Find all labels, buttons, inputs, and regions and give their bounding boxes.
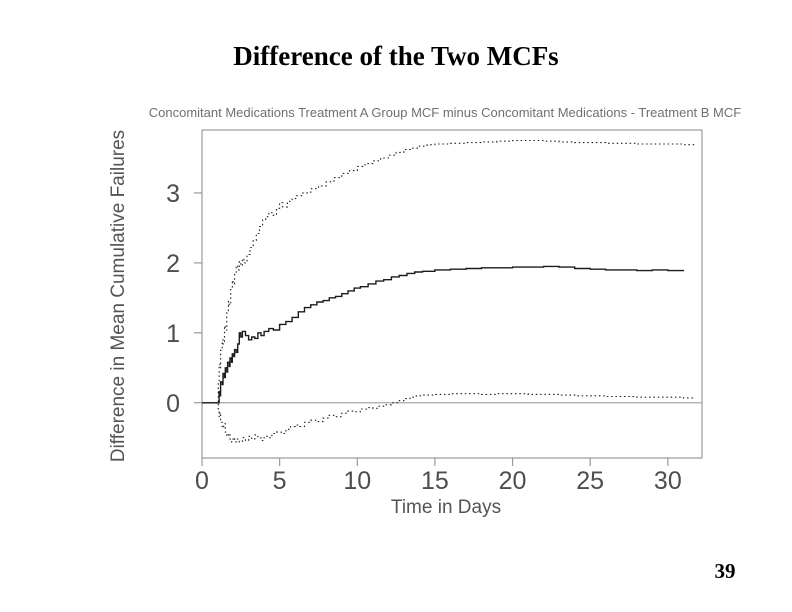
x-tick-label: 10 bbox=[343, 467, 372, 495]
series-mcf-difference-estimate bbox=[202, 266, 683, 402]
mcf-difference-chart bbox=[100, 95, 760, 525]
x-tick-label: 15 bbox=[421, 467, 449, 495]
series-lower-confidence-limit bbox=[202, 394, 696, 442]
plot-frame bbox=[202, 130, 702, 458]
y-axis-label: Difference in Mean Cumulative Failures bbox=[108, 129, 129, 463]
x-tick-label: 20 bbox=[498, 467, 527, 495]
slide-title: Difference of the Two MCFs bbox=[233, 41, 559, 71]
chart-subtitle: Concomitant Medications Treatment A Group MCF minus Concomitant Medications - Treatment B MCF bbox=[148, 105, 742, 120]
y-tick-label: 2 bbox=[166, 249, 180, 278]
x-tick-label: 30 bbox=[653, 467, 682, 495]
x-axis-label: Time in Days bbox=[390, 497, 502, 518]
x-tick-label: 5 bbox=[272, 467, 287, 495]
y-tick-label: 0 bbox=[166, 389, 180, 418]
plot-area bbox=[166, 141, 702, 496]
y-tick-label: 1 bbox=[166, 319, 180, 348]
x-tick-label: 0 bbox=[195, 467, 209, 495]
series-upper-confidence-limit bbox=[202, 141, 696, 403]
y-tick-label: 3 bbox=[166, 179, 180, 208]
x-tick-label: 25 bbox=[576, 467, 605, 495]
page-number: 39 bbox=[714, 559, 736, 583]
